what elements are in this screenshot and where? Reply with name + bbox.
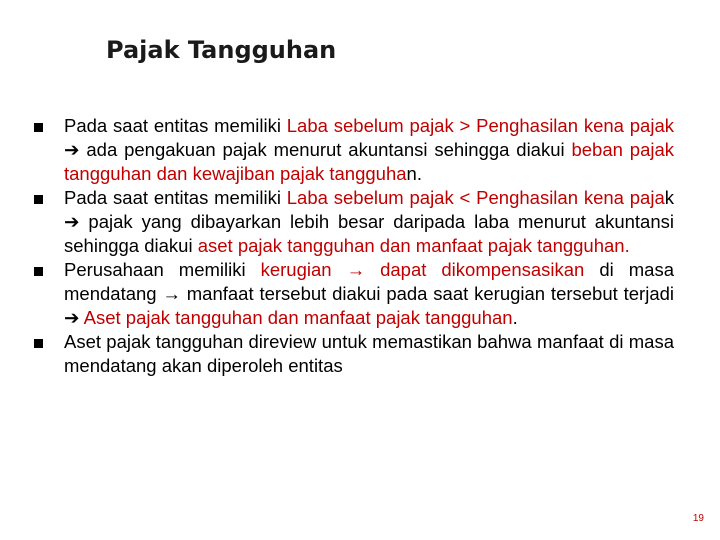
text-span: pajak yang dibayarkan lebih besar daripada laba menurut akuntansi sehingga diakui — [64, 211, 674, 256]
highlight-text: Laba sebelum pajak < Penghasilan kena paja — [286, 187, 665, 208]
square-bullet-icon — [34, 195, 43, 204]
text-span: k — [664, 187, 674, 208]
text-span: di masa mendatang — [64, 259, 674, 304]
text-span: Aset pajak tangguhan direview untuk memastikan bahwa manfaat di masa mendatang akan diperoleh entitas — [64, 331, 674, 376]
text-span: . — [512, 307, 518, 328]
bullet-item — [34, 186, 674, 258]
square-bullet-icon — [34, 267, 43, 276]
highlight-text: Laba sebelum pajak > Penghasilan kena pajak — [286, 115, 674, 136]
bullet-item — [34, 258, 674, 330]
slide-number: 19 — [692, 513, 704, 524]
text-span: Pada saat entitas memiliki — [64, 115, 287, 136]
text-span: n. — [406, 163, 422, 184]
right-arrow-icon: → — [346, 259, 366, 280]
highlight-text: Aset pajak tangguhan dan manfaat pajak tangguhan — [79, 307, 513, 328]
text-span: Perusahaan memiliki — [64, 259, 261, 280]
square-bullet-icon — [34, 339, 43, 348]
highlight-text: beban pajak tangguhan dan kewajiban pajak tangguha — [64, 139, 675, 184]
highlight-text: aset pajak tangguhan dan manfaat pajak tangguhan. — [197, 235, 630, 256]
bullet-item — [34, 114, 674, 186]
text-span: manfaat tersebut diakui pada saat kerugian tersebut terjadi — [180, 283, 675, 304]
right-arrow-icon: ➔ — [64, 139, 80, 160]
text-span: ada pengakuan pajak menurut akuntansi sehingga diakui — [79, 139, 572, 160]
square-bullet-icon — [34, 123, 43, 132]
highlight-text: dapat dikompensasikan — [365, 259, 585, 280]
bullet-list — [34, 114, 674, 378]
bullet-item — [34, 330, 674, 378]
slide-title: Pajak Tangguhan — [106, 36, 337, 64]
text-span: Pada saat entitas memiliki — [64, 187, 287, 208]
highlight-text: kerugian — [260, 259, 332, 280]
right-arrow-icon: → — [162, 283, 181, 304]
right-arrow-icon: ➔ — [64, 211, 80, 232]
right-arrow-icon: ➔ — [64, 307, 80, 328]
